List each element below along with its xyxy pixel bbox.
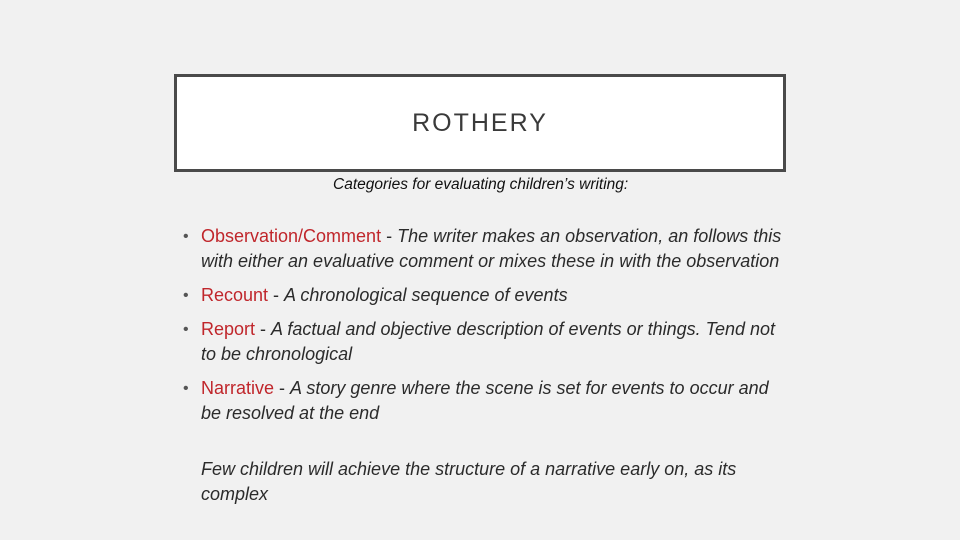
list-item-recount [183, 283, 783, 308]
category-description: A factual and objective description of events or things. Tend not to be chronological [201, 319, 776, 364]
slide-title: ROTHERY [412, 109, 548, 137]
category-term: Observation/Comment [201, 226, 382, 246]
bullet-dot-icon: • [183, 321, 189, 338]
category-description: A story genre where the scene is set for events to occur and be resolved at the end [201, 378, 769, 423]
category-separator: - [381, 226, 398, 246]
category-separator: - [274, 378, 291, 398]
list-item-narrative [183, 376, 783, 426]
category-description: A chronological sequence of events [284, 285, 568, 305]
closing-note: Few children will achieve the structure of a narrative early on, as its complex [201, 459, 737, 504]
bullet-dot-icon: • [183, 380, 189, 397]
category-term: Recount [201, 285, 269, 305]
category-description: The writer makes an observation, an follows this with either an evaluative comment or mixes these in with the observation [201, 226, 782, 271]
list-item-report [183, 317, 783, 367]
title-box [174, 74, 786, 172]
bullet-dot-icon: • [183, 228, 189, 245]
bullet-dot-icon: • [183, 287, 189, 304]
category-separator: - [255, 319, 272, 339]
list-item-observation-comment [183, 224, 783, 274]
category-separator: - [268, 285, 285, 305]
category-term: Narrative [201, 378, 275, 398]
category-list [183, 224, 783, 426]
slide-subtitle: Categories for evaluating children’s writing: [333, 176, 629, 193]
category-term: Report [201, 319, 256, 339]
